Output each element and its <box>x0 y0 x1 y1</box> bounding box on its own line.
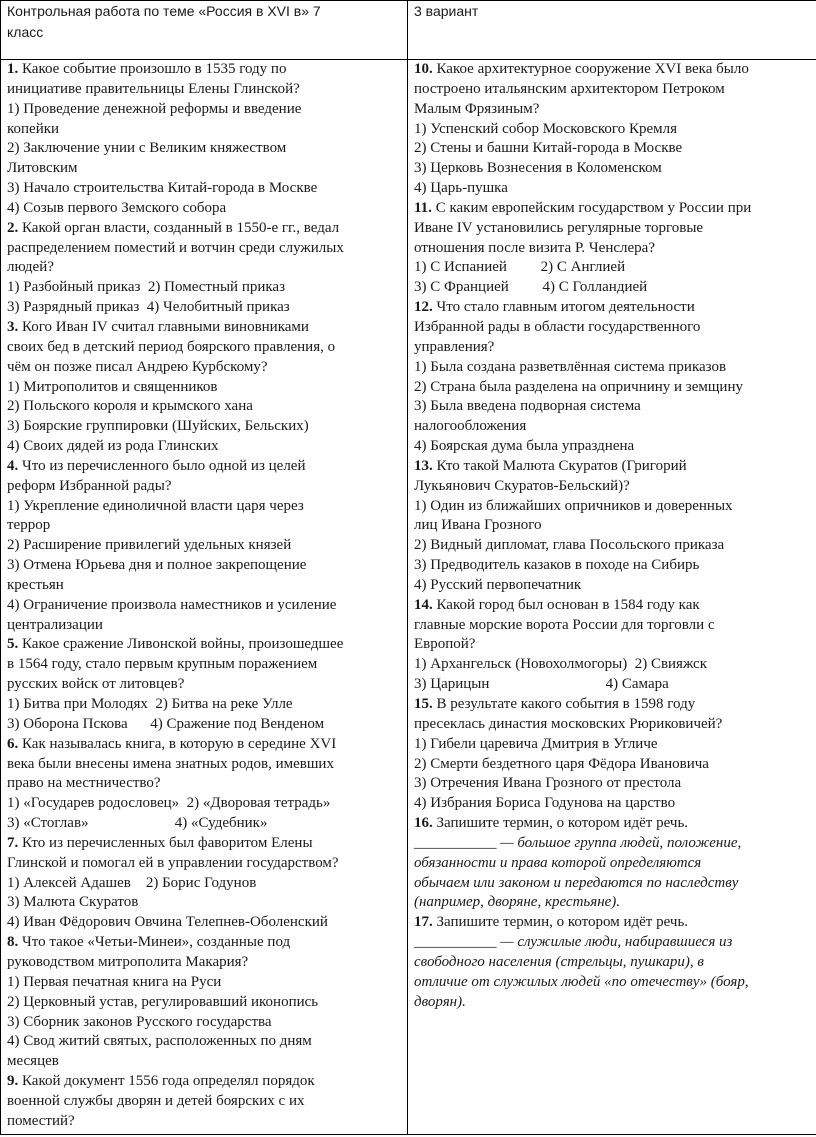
question-start-line <box>7 457 401 477</box>
question-line <box>7 100 401 120</box>
question-line <box>414 100 810 120</box>
line-text: Малым Фрязиным? <box>414 100 540 117</box>
line-text: централизации <box>7 616 103 633</box>
line-text: В результате какого события в 1598 году <box>432 696 696 712</box>
question-line <box>7 437 401 457</box>
question-line <box>7 278 401 298</box>
line-text: Запишите термин, о котором идёт речь. <box>432 914 689 931</box>
line-text: поместий? <box>7 1112 75 1129</box>
question-start-line <box>414 695 810 715</box>
question-line <box>414 80 810 100</box>
question-line <box>7 953 401 973</box>
definition-text: обычаем или законом и передаются по наследству <box>414 874 739 891</box>
line-text: Что из перечисленного было одной из целей <box>18 457 306 474</box>
question-line <box>7 338 401 358</box>
line-text: Кто такой Малюта Скуратов (Григорий <box>432 457 687 474</box>
line-text: 3) Царицын 4) Самара <box>414 676 669 693</box>
line-text: пресеклась династия московских Рюриковичей? <box>414 715 723 732</box>
question-line <box>7 239 401 259</box>
line-text: 3) С Францией 4) С Голландией <box>414 279 648 296</box>
variant-label: 3 вариант <box>414 3 479 19</box>
question-line <box>414 715 810 735</box>
line-text: С каким европейским государством у России при <box>431 199 752 216</box>
question-line <box>7 199 401 219</box>
question-line <box>414 338 810 358</box>
questions-row <box>1 60 816 1135</box>
line-text: 2) Заключение унии с Великим княжеством <box>7 140 287 157</box>
line-text: Что такое «Четьи-Минеи», созданные под <box>18 934 291 951</box>
question-number: 9. <box>7 1073 19 1090</box>
line-text: Какой город был основан в 1584 году как <box>432 596 700 613</box>
line-text: 4) Свод житий святых, расположенных по дням <box>7 1033 312 1050</box>
left-questions-column <box>1 60 408 1135</box>
line-text: 4) Своих дядей из рода Глинских <box>7 438 219 455</box>
question-line <box>414 139 810 159</box>
line-text: инициативе правительницы Елены Глинской? <box>7 80 300 97</box>
question-number: 8. <box>7 934 19 951</box>
question-line <box>7 1112 401 1132</box>
line-text: 1) Укрепление единоличной власти царя через <box>7 497 304 514</box>
question-line <box>414 378 810 398</box>
line-text: распределением поместий и вотчин среди служилых <box>7 239 344 256</box>
definition-text: (например, дворяне, крестьяне). <box>414 894 621 911</box>
line-text: 3) Боярские группировки (Шуйских, Бельских) <box>7 418 309 435</box>
question-start-line <box>7 635 401 655</box>
line-text: отношения после визита Р. Ченслера? <box>414 239 655 256</box>
line-text: Кого Иван IV считал главными виновниками <box>18 318 309 335</box>
question-line <box>7 80 401 100</box>
question-line <box>414 735 810 755</box>
line-text: 3) Отречения Ивана Грозного от престола <box>414 775 682 792</box>
line-text: 4) Ограничение произвола наместников и усиление <box>7 596 337 613</box>
question-line <box>7 179 401 199</box>
definition-text: ___________ — большое группа людей, положение, <box>414 834 742 851</box>
line-text: Лукьянович Скуратов-Бельский)? <box>414 477 630 494</box>
question-line <box>414 239 810 259</box>
question-line <box>414 576 810 596</box>
question-line <box>414 675 810 695</box>
question-start-line <box>414 199 810 219</box>
question-line <box>7 1052 401 1072</box>
question-number: 3. <box>7 318 19 335</box>
question-number: 5. <box>7 636 19 653</box>
question-start-line <box>414 814 810 834</box>
line-text: 1) Проведение денежной реформы и введение <box>7 100 302 117</box>
definition-text: обязанности и права которой определяются <box>414 854 702 871</box>
line-text: 2) Расширение привилегий удельных князей <box>7 537 292 554</box>
question-line <box>414 854 810 874</box>
definition-text: свободного населения (стрельцы, пушкари), в <box>414 953 704 970</box>
line-text: века были внесены имена знатных родов, имевших <box>7 755 334 772</box>
question-line <box>7 655 401 675</box>
line-text: право на местничество? <box>7 775 161 792</box>
line-text: 4) Созыв первого Земского собора <box>7 199 227 216</box>
question-line <box>7 576 401 596</box>
question-start-line <box>414 298 810 318</box>
line-text: 3) Разрядный приказ 4) Челобитный приказ <box>7 299 290 316</box>
line-text: главные морские ворота России для торговли с <box>414 616 715 633</box>
question-start-line <box>414 457 810 477</box>
line-text: людей? <box>7 259 54 276</box>
question-line <box>7 159 401 179</box>
question-line <box>414 437 810 457</box>
line-text: Какое событие произошло в 1535 году по <box>18 61 287 77</box>
line-text: 3) Начало строительства Китай-города в Москве <box>7 180 318 197</box>
question-line <box>414 616 810 636</box>
line-text: 2) Польского короля и крымского хана <box>7 398 253 415</box>
question-line <box>414 893 810 913</box>
question-line <box>7 913 401 933</box>
question-start-line <box>414 596 810 616</box>
line-text: Какой орган власти, созданный в 1550-е гг., ведал <box>18 219 340 236</box>
variant-cell <box>408 1 816 60</box>
right-questions-column <box>408 60 816 1135</box>
question-start-line <box>7 219 401 239</box>
line-text: Литовским <box>7 160 78 177</box>
line-text: Что стало главным итогом деятельности <box>432 299 695 316</box>
line-text: 1) Разбойный приказ 2) Поместный приказ <box>7 279 286 296</box>
question-line <box>7 893 401 913</box>
line-text: крестьян <box>7 576 64 593</box>
question-line <box>414 635 810 655</box>
line-text: 3) Сборник законов Русского государства <box>7 1013 272 1030</box>
line-text: 4) Царь-пушка <box>414 180 508 197</box>
question-line <box>414 516 810 536</box>
question-line <box>7 675 401 695</box>
line-text: Запишите термин, о котором идёт речь. <box>432 815 689 832</box>
line-text: 3) Была введена подворная система <box>414 398 641 415</box>
question-line <box>7 874 401 894</box>
line-text: налогообложения <box>414 418 527 435</box>
question-line <box>414 874 810 894</box>
question-line <box>414 477 810 497</box>
question-line <box>7 854 401 874</box>
question-number: 2. <box>7 219 19 236</box>
line-text: 4) Иван Фёдорович Овчина Телепнев-Оболенский <box>7 914 328 931</box>
question-number: 1. <box>7 61 19 77</box>
question-line <box>7 814 401 834</box>
question-line <box>7 120 401 140</box>
line-text: копейки <box>7 120 60 137</box>
question-line <box>7 358 401 378</box>
question-line <box>7 417 401 437</box>
line-text: чём он позже писал Андрею Курбскому? <box>7 358 268 375</box>
question-line <box>7 536 401 556</box>
question-number: 17. <box>414 914 433 931</box>
question-line <box>414 536 810 556</box>
question-line <box>414 159 810 179</box>
line-text: 1) Митрополитов и священников <box>7 378 218 395</box>
line-text: руководством митрополита Макария? <box>7 953 249 970</box>
definition-text: ___________ — служилые люди, набиравшиеся из <box>414 934 733 951</box>
line-text: Кто из перечисленных был фаворитом Елены <box>18 834 313 851</box>
line-text: своих бед в детский период боярского правления, о <box>7 338 336 355</box>
line-text: 3) Малюта Скуратов <box>7 894 139 911</box>
line-text: 1) Гибели царевича Дмитрия в Угличе <box>414 735 658 752</box>
question-line <box>414 933 810 953</box>
question-line <box>7 794 401 814</box>
line-text: 2) Страна была разделена на опричнину и земщину <box>414 378 743 395</box>
question-line <box>414 318 810 338</box>
worksheet-title-line-2: класс <box>7 24 44 40</box>
question-line <box>414 556 810 576</box>
question-line <box>7 516 401 536</box>
question-start-line <box>414 913 810 933</box>
line-text: 2) Видный дипломат, глава Посольского приказа <box>414 537 725 554</box>
worksheet-title-line-1: Контрольная работа по теме «Россия в XVI в» 7 <box>7 3 321 19</box>
line-text: лиц Ивана Грозного <box>414 517 542 534</box>
line-text: Как называлась книга, в которую в середине XVI <box>18 735 337 752</box>
question-line <box>7 715 401 735</box>
question-line <box>7 477 401 497</box>
question-line <box>414 993 810 1013</box>
question-line <box>7 755 401 775</box>
line-text: 1) Один из ближайших опричников и доверенных <box>414 497 733 514</box>
question-line <box>414 358 810 378</box>
line-text: в 1564 году, стало первым крупным поражением <box>7 656 318 673</box>
line-text: управления? <box>414 338 495 355</box>
question-line <box>414 794 810 814</box>
line-text: Иване IV установились регулярные торговые <box>414 219 704 236</box>
line-text: 1) С Испанией 2) С Англией <box>414 259 626 276</box>
definition-text: отличие от служилых людей «по отечеству» (бояр, <box>414 973 749 990</box>
line-text: Европой? <box>414 636 476 653</box>
question-line <box>7 139 401 159</box>
line-text: 1) Была создана разветвлённая система приказов <box>414 358 727 375</box>
question-number: 13. <box>414 457 433 474</box>
title-cell <box>1 1 408 60</box>
question-line <box>414 417 810 437</box>
question-line <box>414 258 810 278</box>
question-start-line <box>7 933 401 953</box>
question-number: 15. <box>414 696 433 712</box>
line-text: 1) Архангельск (Новохолмогоры) 2) Свияжск <box>414 656 707 673</box>
header-row <box>1 1 816 60</box>
question-start-line <box>7 834 401 854</box>
question-line <box>414 973 810 993</box>
line-text: Какой документ 1556 года определял порядок <box>18 1073 315 1090</box>
question-line <box>7 695 401 715</box>
line-text: 3) Церковь Вознесения в Коломенском <box>414 160 662 177</box>
line-text: 3) Оборона Пскова 4) Сражение под Венденом <box>7 715 325 732</box>
question-line <box>414 278 810 298</box>
line-text: 1) Алексей Адашев 2) Борис Годунов <box>7 874 257 891</box>
line-text: Какое сражение Ливонской войны, произошедшее <box>18 636 344 653</box>
line-text: Какое архитектурное сооружение XVI века было <box>432 61 749 77</box>
line-text: 1) Успенский собор Московского Кремля <box>414 120 677 137</box>
question-line <box>7 1092 401 1112</box>
question-line <box>414 755 810 775</box>
line-text: Избранной рады в области государственного <box>414 318 701 335</box>
question-start-line <box>7 318 401 338</box>
question-line <box>414 397 810 417</box>
question-line <box>7 378 401 398</box>
line-text: 3) «Стоглав» 4) «Судебник» <box>7 815 268 832</box>
line-text: 2) Смерти бездетного царя Фёдора Ивановича <box>414 755 709 772</box>
question-line <box>7 497 401 517</box>
question-line <box>7 596 401 616</box>
question-start-line <box>414 60 810 80</box>
question-line <box>414 834 810 854</box>
question-line <box>7 258 401 278</box>
question-line <box>414 655 810 675</box>
question-line <box>7 616 401 636</box>
question-line <box>414 774 810 794</box>
line-text: русских войск от литовцев? <box>7 676 185 693</box>
question-number: 16. <box>414 815 433 832</box>
question-line <box>7 774 401 794</box>
line-text: военной службы дворян и детей боярских с их <box>7 1092 305 1109</box>
line-text: 4) Русский первопечатник <box>414 576 582 593</box>
line-text: 1) Битва при Молодях 2) Битва на реке Улле <box>7 696 293 712</box>
question-number: 11. <box>414 199 432 216</box>
question-line <box>7 1013 401 1033</box>
question-line <box>414 219 810 239</box>
line-text: 4) Избрания Бориса Годунова на царство <box>414 795 676 812</box>
question-line <box>7 397 401 417</box>
line-text: 3) Предводитель казаков в походе на Сибирь <box>414 557 700 574</box>
question-number: 6. <box>7 735 19 752</box>
question-number: 10. <box>414 61 433 77</box>
line-text: месяцев <box>7 1053 59 1070</box>
question-line <box>7 1032 401 1052</box>
line-text: 3) Отмена Юрьева дня и полное закрепощение <box>7 557 307 574</box>
question-line <box>414 497 810 517</box>
line-text: 4) Боярская дума была упразднена <box>414 438 635 455</box>
question-line <box>7 993 401 1013</box>
question-start-line <box>7 60 401 80</box>
question-line <box>414 953 810 973</box>
line-text: 2) Стены и башни Китай-города в Москве <box>414 140 683 157</box>
question-number: 12. <box>414 299 433 316</box>
line-text: 1) Первая печатная книга на Руси <box>7 973 222 990</box>
question-number: 7. <box>7 834 19 851</box>
line-text: построено итальянским архитектором Петроком <box>414 80 725 97</box>
question-number: 14. <box>414 596 433 613</box>
line-text: 1) «Государев родословец» 2) «Дворовая тетрадь» <box>7 795 331 812</box>
line-text: террор <box>7 517 51 534</box>
question-start-line <box>7 735 401 755</box>
question-line <box>7 973 401 993</box>
line-text: 2) Церковный устав, регулировавший иконопись <box>7 993 319 1010</box>
question-line <box>7 556 401 576</box>
line-text: реформ Избранной рады? <box>7 477 172 494</box>
line-text: Глинской и помогал ей в управлении государством? <box>7 854 339 871</box>
question-line <box>414 179 810 199</box>
question-line <box>7 298 401 318</box>
question-line <box>414 120 810 140</box>
definition-text: дворян). <box>414 993 466 1010</box>
question-number: 4. <box>7 457 19 474</box>
question-start-line <box>7 1072 401 1092</box>
